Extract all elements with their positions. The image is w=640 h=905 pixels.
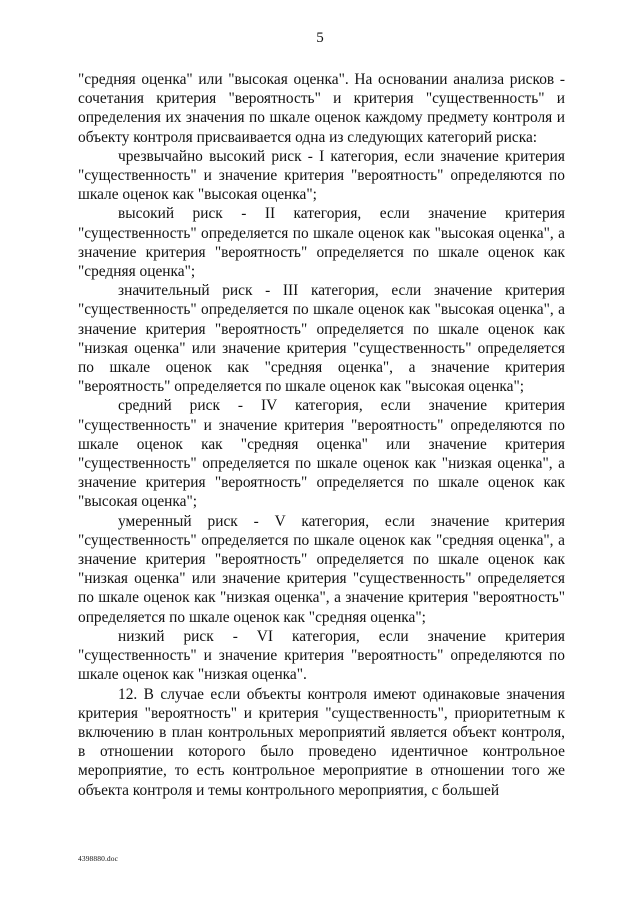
- paragraph-category-6: низкий риск - VI категория, если значение критерия "существенность" и значение критерия "вероятность" определяются по шкале оценок как "низкая оценка".: [78, 627, 565, 684]
- footer-file-reference: 4398880.doc: [78, 854, 119, 863]
- paragraph-category-5: умеренный риск - V категория, если значение критерия "существенность" определяется по шкале оценок как "средняя оценка", а значение критерия "вероятность" определяется по шкале оценок как "низкая оценка" или значение критерия "существенность" определяется по шкале оценок как "низкая оценка", а значение критерия "вероятность" определяется по шкале оценок как "средняя оценка";: [78, 512, 565, 626]
- paragraph-category-3: значительный риск - III категория, если значение критерия "существенность" определяется по шкале оценок как "высокая оценка", а значение критерия "вероятность" определяется по шкале оценок как "низкая оценка" или значение критерия "существенность" определяется по шкале оценок как "средняя оценка", а значение критерия "вероятность" определяется по шкале оценок как "высокая оценка";: [78, 282, 565, 396]
- paragraph-category-1: чрезвычайно высокий риск - I категория, если значение критерия "существенность" и значение критерия "вероятность" определяются по шкале оценок как "высокая оценка";: [78, 147, 565, 204]
- document-body: [78, 70, 565, 800]
- paragraph-category-4: средний риск - IV категория, если значение критерия "существенность" и значение критерия "вероятность" определяются по шкале оценок как "средняя оценка" или значение критерия "существенность" определяется по шкале оценок как "низкая оценка", а значение критерия "вероятность" определяется по шкале оценок как "высокая оценка";: [78, 397, 565, 511]
- paragraph-continuation: "средняя оценка" или "высокая оценка". На основании анализа рисков - сочетания критерия "вероятность" и критерия "существенность" и определения их значения по шкале оценок каждому предмету контроля и объекту контроля присваивается одна из следующих категорий риска:: [78, 71, 565, 146]
- paragraph-item-12: 12. В случае если объекты контроля имеют одинаковые значения критерия "вероятность" и критерия "существенность", приоритетным к включению в план контрольных мероприятий является объект контроля, в отношении которого было проведено идентичное контрольное мероприятие, то есть контрольное мероприятие в отношении того же объекта контроля и темы контрольного мероприятия, с большей: [78, 685, 565, 799]
- paragraph-category-2: высокий риск - II категория, если значение критерия "существенность" определяется по шкале оценок как "высокая оценка", а значение критерия "вероятность" определяется по шкале оценок как "средняя оценка";: [78, 205, 565, 281]
- page-number: 5: [316, 30, 324, 46]
